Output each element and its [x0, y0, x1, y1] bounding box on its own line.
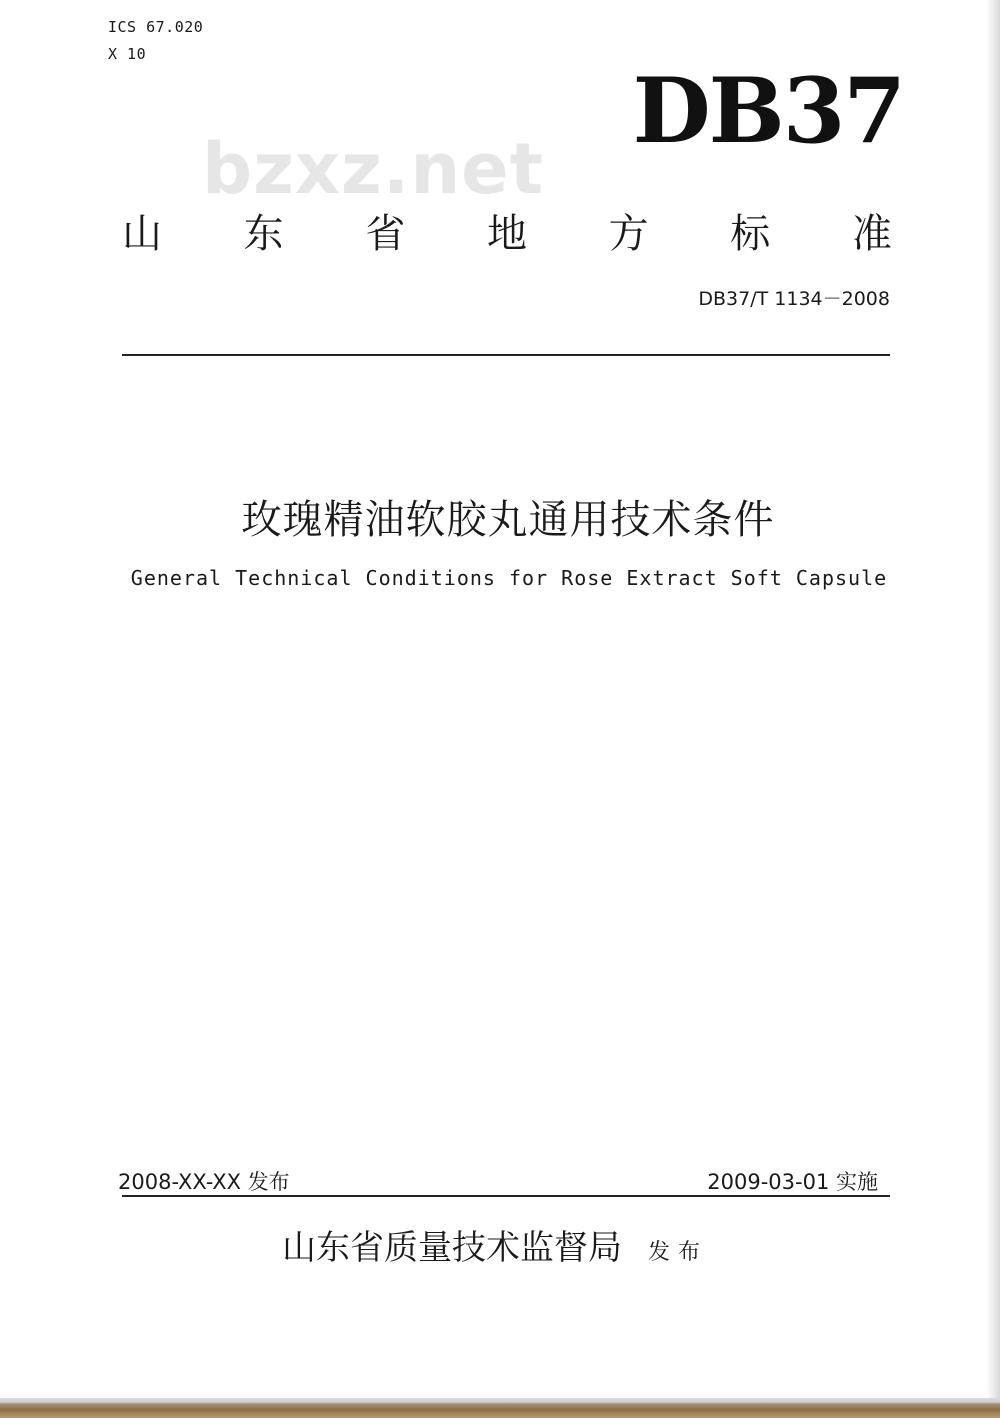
- standard-type-char: 方: [608, 211, 649, 257]
- ics-code: ICS 67.020: [108, 18, 204, 36]
- standard-type-char: 地: [486, 211, 527, 257]
- desk-background-strip: [0, 1398, 1000, 1418]
- classification-code: X 10: [108, 45, 147, 63]
- standard-code: DB37/T 1134－2008: [698, 288, 890, 310]
- standard-type-char: 标: [730, 211, 771, 257]
- watermark: bzxz.net: [202, 128, 545, 210]
- standard-type-char: 东: [243, 211, 284, 257]
- standard-type-char: 山: [122, 211, 162, 257]
- title-chinese: 玫瑰精油软胶丸通用技术条件: [241, 497, 775, 543]
- standard-type-char: 准: [851, 211, 892, 257]
- page-edge-shadow: [986, 0, 1000, 1418]
- issuer-name: 山东省质量技术监督局: [282, 1228, 622, 1268]
- title-english: General Technical Conditions for Rose Extract Soft Capsule: [130, 566, 888, 590]
- top-divider: [122, 354, 890, 356]
- issue-date: 2008-XX-XX 发布: [118, 1170, 290, 1194]
- standard-type-heading: [122, 202, 892, 259]
- issuer-suffix: 发布: [648, 1240, 709, 1265]
- bottom-divider: [122, 1195, 890, 1197]
- implementation-date: 2009-03-01 实施: [707, 1170, 878, 1194]
- db37-logo: DB37: [632, 58, 904, 164]
- issuer-line: [282, 1220, 708, 1269]
- standard-type-char: 省: [365, 211, 406, 257]
